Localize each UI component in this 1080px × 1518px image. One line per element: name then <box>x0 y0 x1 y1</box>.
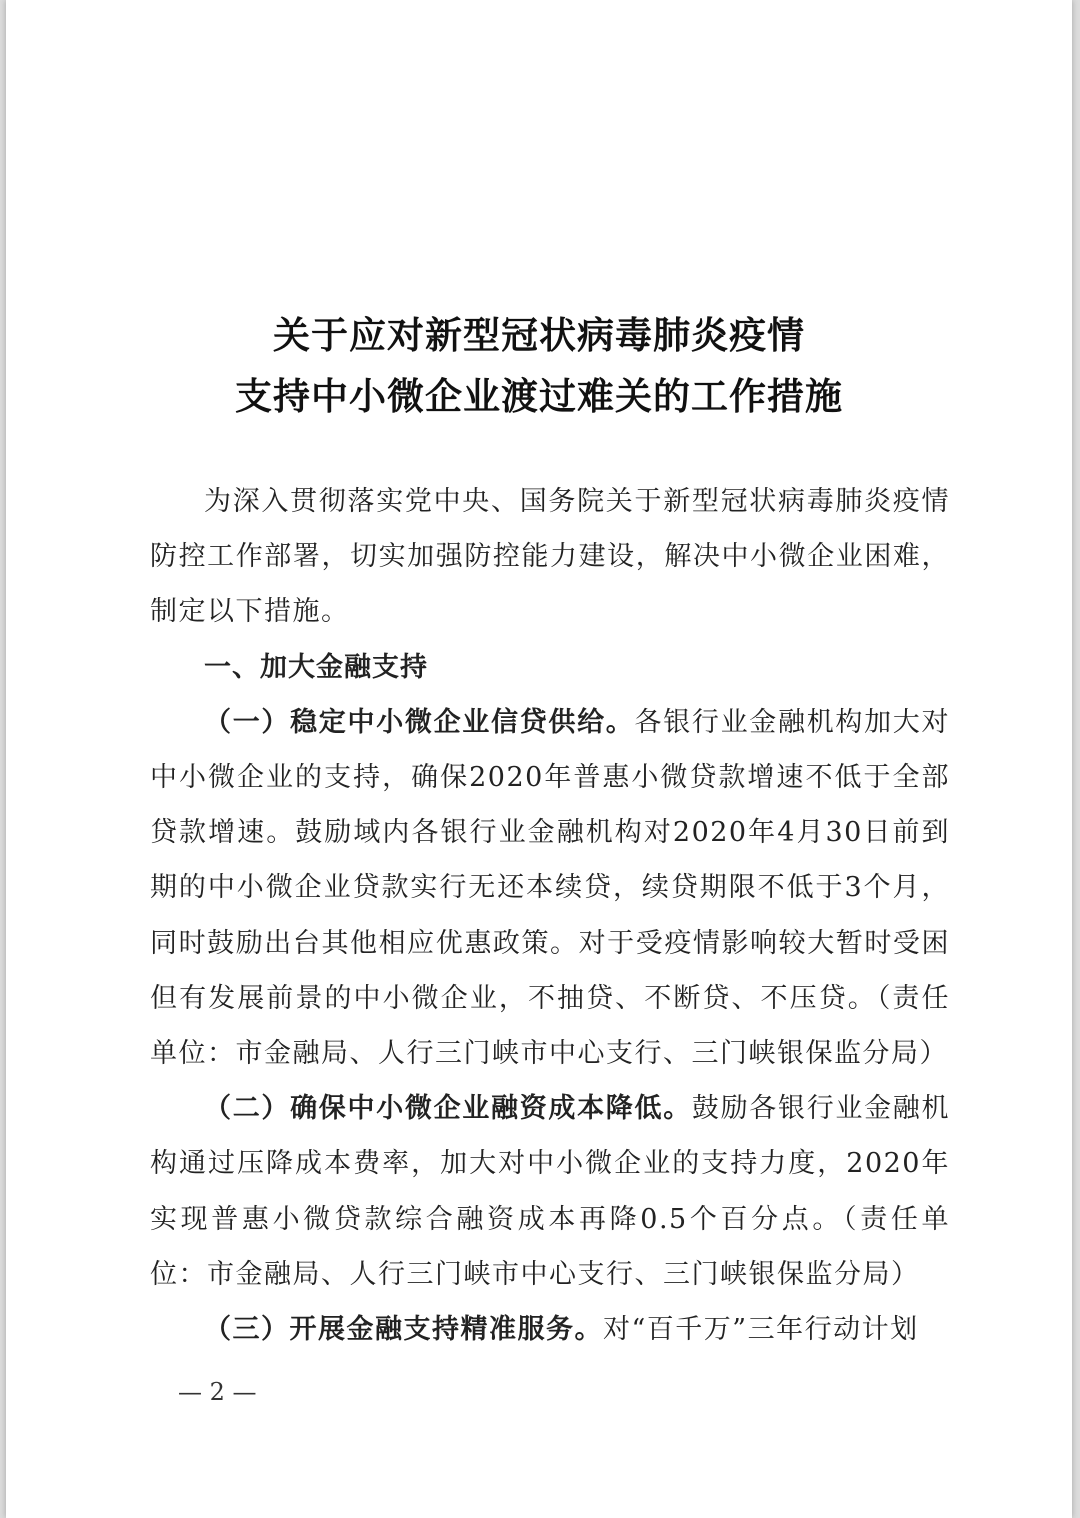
document-title-line-1: 关于应对新型冠状病毒肺炎疫情 <box>273 313 805 357</box>
paragraph-text: 各银行业金融机构加大对中小微企业的支持，确保2020年普惠小微贷款增速不低于全部贷款增速。鼓励域内各银行业金融机构对2020年4月30日前到期的中小微企业贷款实行无还本续贷，续贷期限不低于3个月，同时鼓励出台其他相应优惠政策。对于受疫情影响较大暂时受困但有发展前景的中小微企业，不抽贷、不断贷、不压贷。（责任单位：市金融局、人行三门峡市中心支行、三门峡银保监分局） <box>150 706 950 1070</box>
paragraph-item-3 <box>150 1302 950 1357</box>
document-page <box>6 0 1072 1518</box>
page-number: — 2 — <box>178 1378 257 1406</box>
paragraph-item-1 <box>150 695 950 1081</box>
paragraph-lead: （三）开展金融支持精准服务。 <box>204 1314 603 1346</box>
document-title-line-2: 支持中小微企业渡过难关的工作措施 <box>235 374 843 418</box>
intro-paragraph: 为深入贯彻落实党中央、国务院关于新型冠状病毒肺炎疫情防控工作部署，切实加强防控能力建设，解决中小微企业困难，制定以下措施。 <box>150 486 950 628</box>
paragraph-text: 对“百千万”三年行动计划 <box>603 1314 919 1346</box>
document-body <box>150 474 950 1357</box>
section-heading: 一、加大金融支持 <box>204 651 428 683</box>
paragraph-item-2 <box>150 1081 950 1302</box>
paragraph-lead: （一）稳定中小微企业信贷供给。 <box>204 706 635 738</box>
paragraph-lead: （二）确保中小微企业融资成本降低。 <box>204 1093 692 1125</box>
paragraph-text: 鼓励各银行业金融机构通过压降成本费率，加大对中小微企业的支持力度，2020年实现普惠小微贷款综合融资成本再降0.5个百分点。（责任单位：市金融局、人行三门峡市中心支行、三门峡银保监分局） <box>150 1093 951 1290</box>
